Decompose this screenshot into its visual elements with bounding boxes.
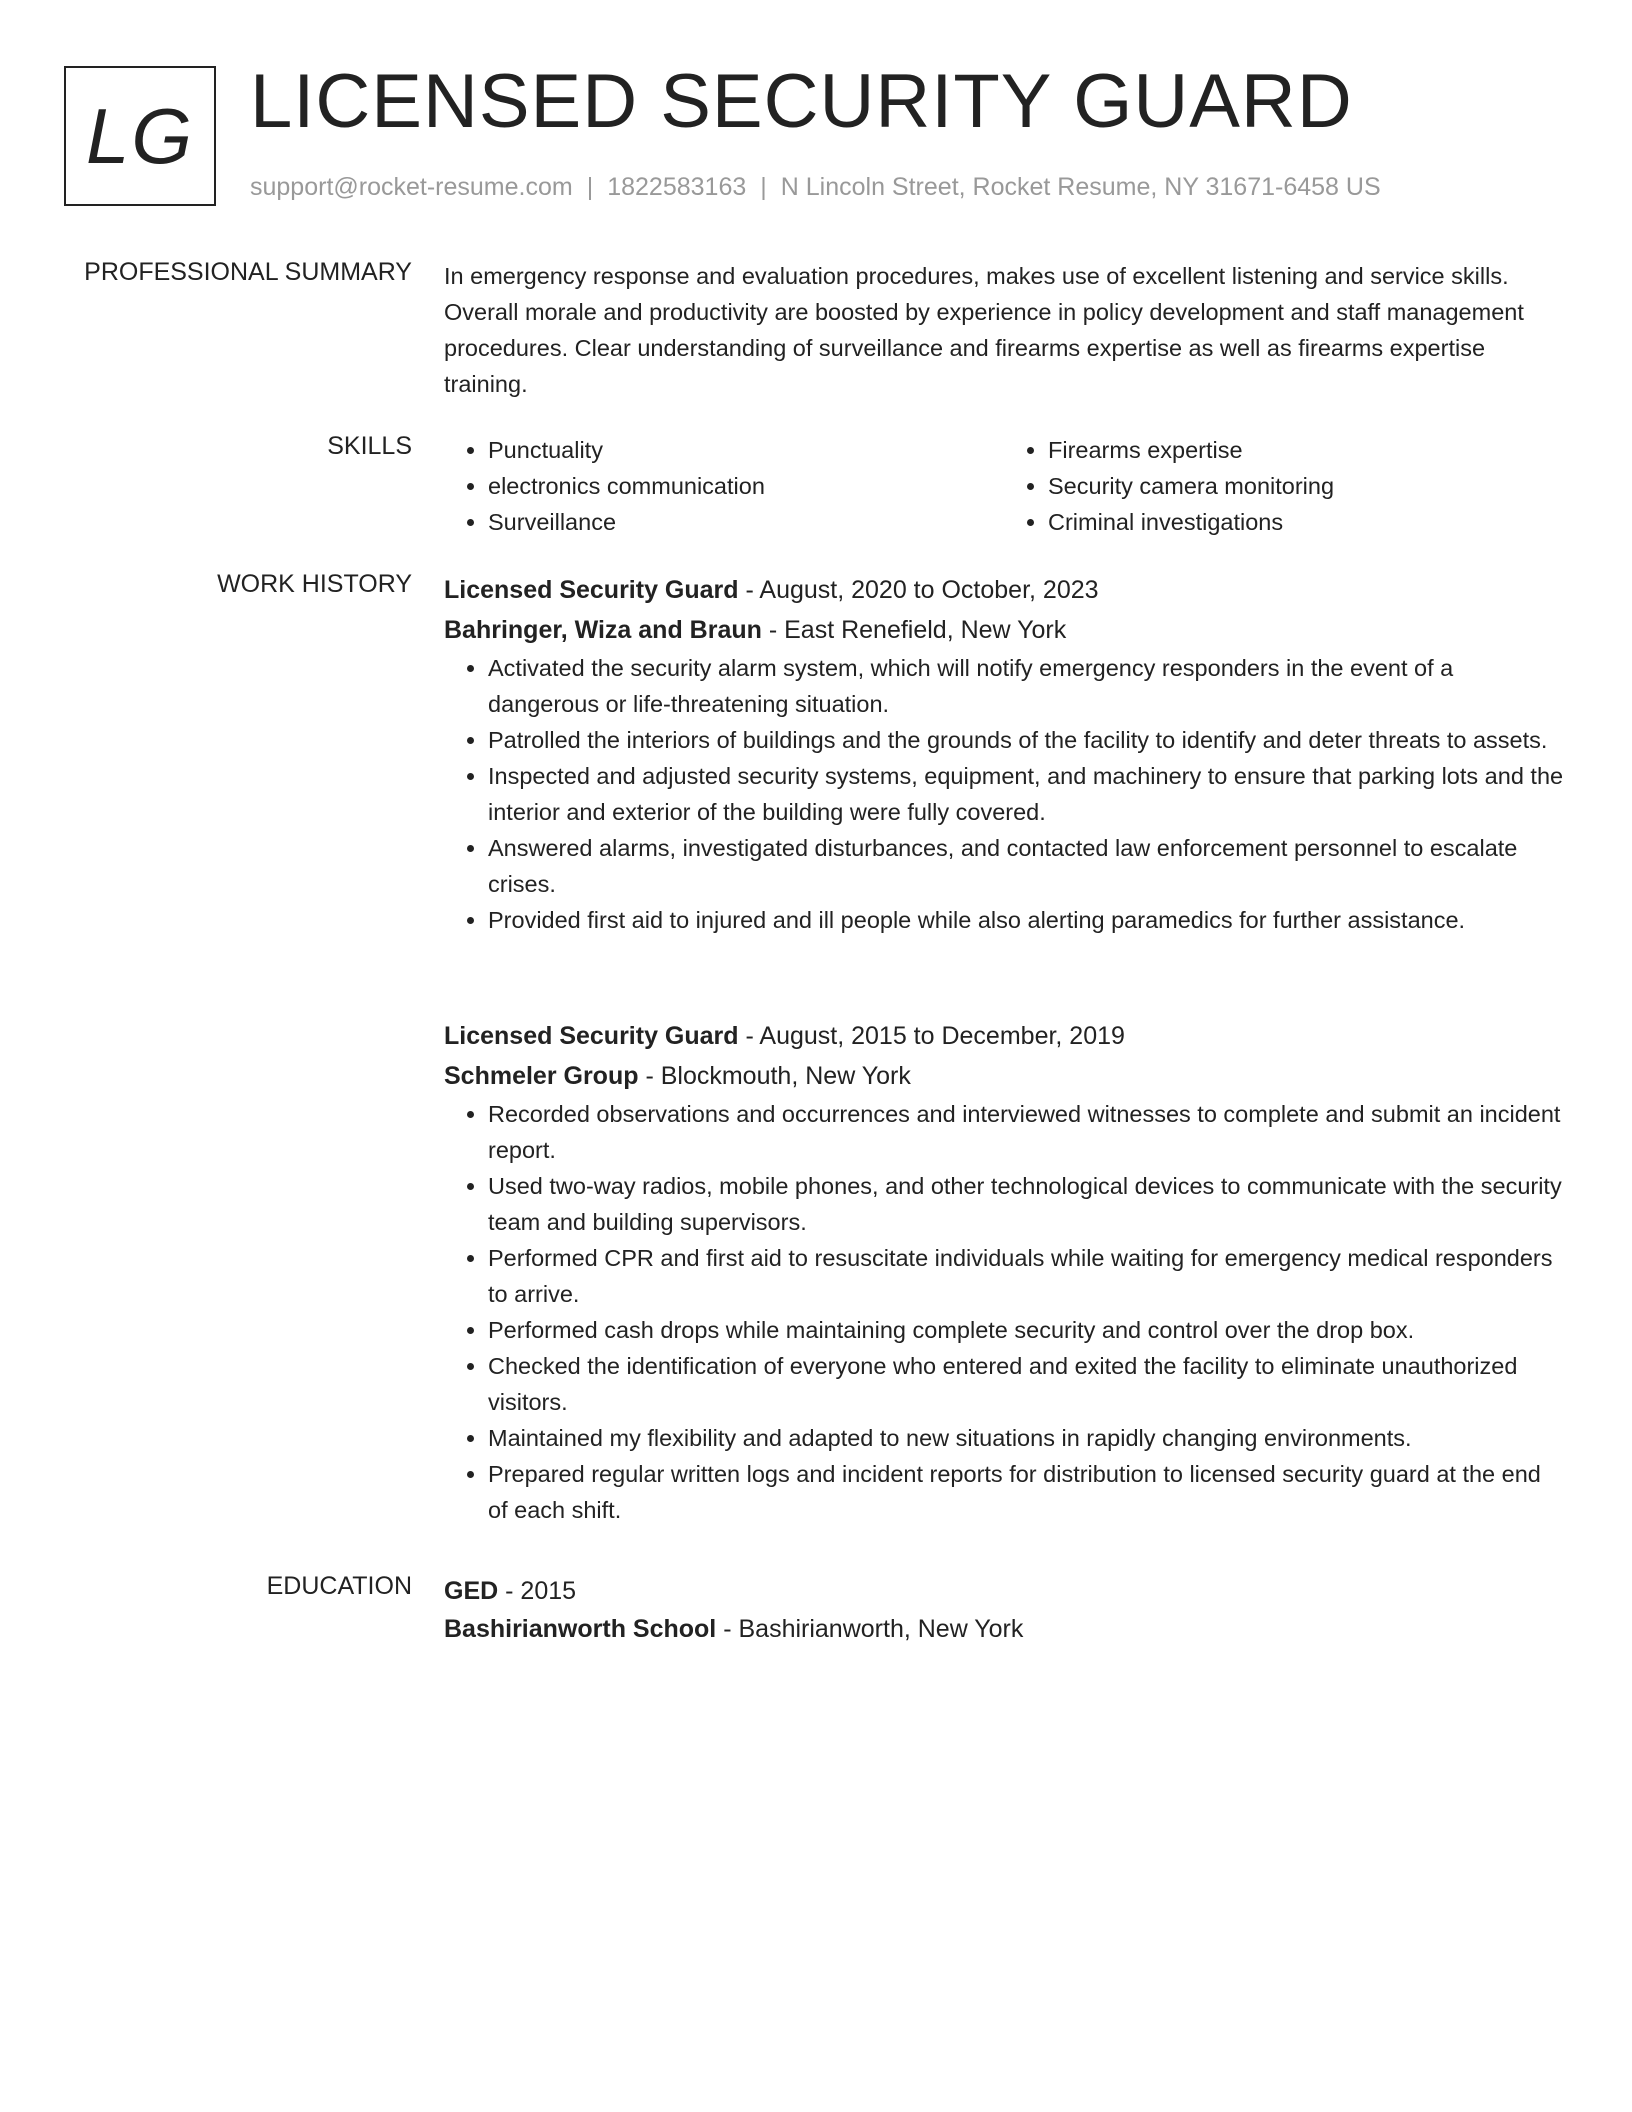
list-item: • Punctuality [488, 432, 1004, 468]
education-year: - 2015 [505, 1577, 577, 1605]
education-location: - Bashirianworth, New York [723, 1615, 1024, 1643]
monogram-badge: LG [64, 66, 216, 206]
list-item: • Criminal investigations [1048, 504, 1564, 540]
skills-list-right [1004, 432, 1564, 540]
education-school: Bashirianworth School [444, 1615, 717, 1643]
job-company-line [444, 1056, 1564, 1096]
section-label-skills: SKILLS [327, 432, 412, 460]
list-item: • Firearms expertise [1048, 432, 1564, 468]
job-location: - East Renefield, New York [768, 616, 1067, 644]
list-item: • Maintained my flexibility and adapted to new situations in rapidly changing environments. [488, 1420, 1564, 1456]
list-item: • Surveillance [488, 504, 1004, 540]
list-item: • Used two-way radios, mobile phones, and other technological devices to communicate with the security team and building supervisors. [488, 1168, 1564, 1240]
list-item: • Recorded observations and occurrences and interviewed witnesses to complete and submit an incident report. [488, 1096, 1564, 1168]
job-title-line [444, 570, 1564, 610]
section-label-summary: PROFESSIONAL SUMMARY [84, 258, 412, 286]
list-item: • Performed cash drops while maintaining complete security and control over the drop box. [488, 1312, 1564, 1348]
list-item: • Security camera monitoring [1048, 468, 1564, 504]
job-title: Licensed Security Guard [444, 576, 739, 604]
contact-separator: | [760, 173, 767, 201]
job-title-line [444, 1016, 1564, 1056]
job-location: - Blockmouth, New York [645, 1062, 911, 1090]
job-company-line [444, 610, 1564, 650]
section-label-work-history: WORK HISTORY [217, 570, 412, 598]
list-item: • Answered alarms, investigated disturbances, and contacted law enforcement personnel to escalate crises. [488, 830, 1564, 902]
job-company: Bahringer, Wiza and Braun [444, 616, 762, 644]
education-school-line [444, 1610, 1564, 1648]
contact-email[interactable]: support@rocket-resume.com [250, 173, 573, 201]
job-bullet-list [444, 1096, 1564, 1528]
list-item: • Activated the security alarm system, which will notify emergency responders in the event of a dangerous or life-threatening situation. [488, 650, 1564, 722]
list-item: • Patrolled the interiors of buildings and the grounds of the facility to identify and deter threats to assets. [488, 722, 1564, 758]
job-dates: - August, 2015 to December, 2019 [745, 1022, 1125, 1050]
list-item: • Performed CPR and first aid to resuscitate individuals while waiting for emergency medical responders to arrive. [488, 1240, 1564, 1312]
job-dates: - August, 2020 to October, 2023 [745, 576, 1099, 604]
section-label-education: EDUCATION [266, 1572, 412, 1600]
list-item: • Prepared regular written logs and incident reports for distribution to licensed security guard at the end of each shift. [488, 1456, 1564, 1528]
list-item: • electronics communication [488, 468, 1004, 504]
summary-text: In emergency response and evaluation procedures, makes use of excellent listening and service skills. Overall morale and productivity are boosted by experience in policy development and staff management procedures. Clear understanding of surveillance and firearms expertise as well as firearms expertise training. [444, 263, 1524, 397]
skills-list-left [444, 432, 1004, 540]
education-degree: GED [444, 1577, 499, 1605]
job-company: Schmeler Group [444, 1062, 639, 1090]
job-entry [444, 570, 1564, 938]
list-item: • Inspected and adjusted security systems, equipment, and machinery to ensure that parking lots and the interior and exterior of the building were fully covered. [488, 758, 1564, 830]
resume-header [0, 0, 1632, 230]
education-degree-line [444, 1572, 1564, 1610]
list-item: • Provided first aid to injured and ill people while also alerting paramedics for further assistance. [488, 902, 1564, 938]
job-entry [444, 1016, 1564, 1528]
job-title: Licensed Security Guard [444, 1022, 739, 1050]
contact-phone[interactable]: 1822583163 [607, 173, 747, 201]
contact-line [250, 173, 1381, 202]
list-item: • Checked the identification of everyone who entered and exited the facility to eliminate unauthorized visitors. [488, 1348, 1564, 1420]
contact-separator: | [586, 173, 594, 201]
resume-title: LICENSED SECURITY GUARD [250, 59, 1353, 144]
job-bullet-list [444, 650, 1564, 938]
contact-address: N Lincoln Street, Rocket Resume, NY 31671-6458 US [780, 173, 1381, 201]
